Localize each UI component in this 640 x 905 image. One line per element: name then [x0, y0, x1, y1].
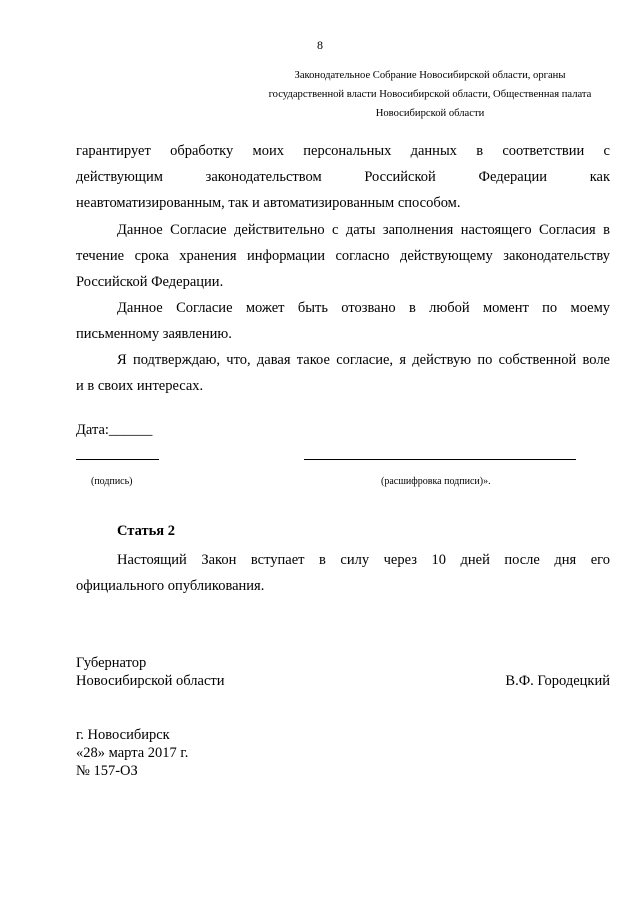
signature-line	[76, 459, 159, 460]
recipient-line-1: Законодательное Собрание Новосибирской области, органы	[294, 70, 566, 81]
consent-p2-line-3: Российской Федерации.	[76, 274, 224, 290]
consent-p1-line-1: гарантирует обработку моих персональных данных в соответствии с	[76, 143, 610, 159]
consent-p4-line-1: Я подтверждаю, что, давая такое согласие, я действую по собственной воле	[117, 352, 610, 368]
consent-p3-line-2: письменному заявлению.	[76, 326, 232, 342]
recipient-block	[250, 66, 610, 123]
article-line-2: официального опубликования.	[76, 578, 265, 594]
signature-decoding-line	[304, 459, 576, 460]
signatory-name: В.Ф. Городецкий	[505, 673, 610, 689]
recipient-line-3: Новосибирской области	[375, 108, 485, 119]
article-line-1: Настоящий Закон вступает в силу через 10 дней после дня его	[117, 552, 610, 568]
signatory-title-line-1: Губернатор	[76, 655, 147, 671]
signature-caption: (подпись)	[91, 476, 133, 487]
footer-number: № 157-ОЗ	[76, 763, 138, 779]
recipient-line-2: государственной власти Новосибирской области, Общественная палата	[268, 89, 592, 100]
footer-date: «28» марта 2017 г.	[76, 745, 189, 761]
consent-p3-line-1: Данное Согласие может быть отозвано в любой момент по моему	[117, 300, 610, 316]
page-number: 8	[317, 38, 323, 52]
consent-p1-line-2: действующим законодательством Российской Федерации как	[76, 169, 610, 185]
signatory-title-line-2: Новосибирской области	[76, 673, 225, 689]
footer-city: г. Новосибирск	[76, 727, 170, 743]
article-heading: Статья 2	[117, 523, 175, 539]
signature-decoding-caption: (расшифровка подписи)».	[381, 476, 491, 487]
consent-p4-line-2: и в своих интересах.	[76, 378, 204, 394]
consent-p1-line-3: неавтоматизированным, так и автоматизированным способом.	[76, 195, 461, 211]
consent-p2-line-2: течение срока хранения информации согласно действующему законодательству	[76, 248, 610, 264]
date-field: Дата:______	[76, 422, 153, 438]
consent-p2-line-1: Данное Согласие действительно с даты заполнения настоящего Согласия в	[117, 222, 610, 238]
